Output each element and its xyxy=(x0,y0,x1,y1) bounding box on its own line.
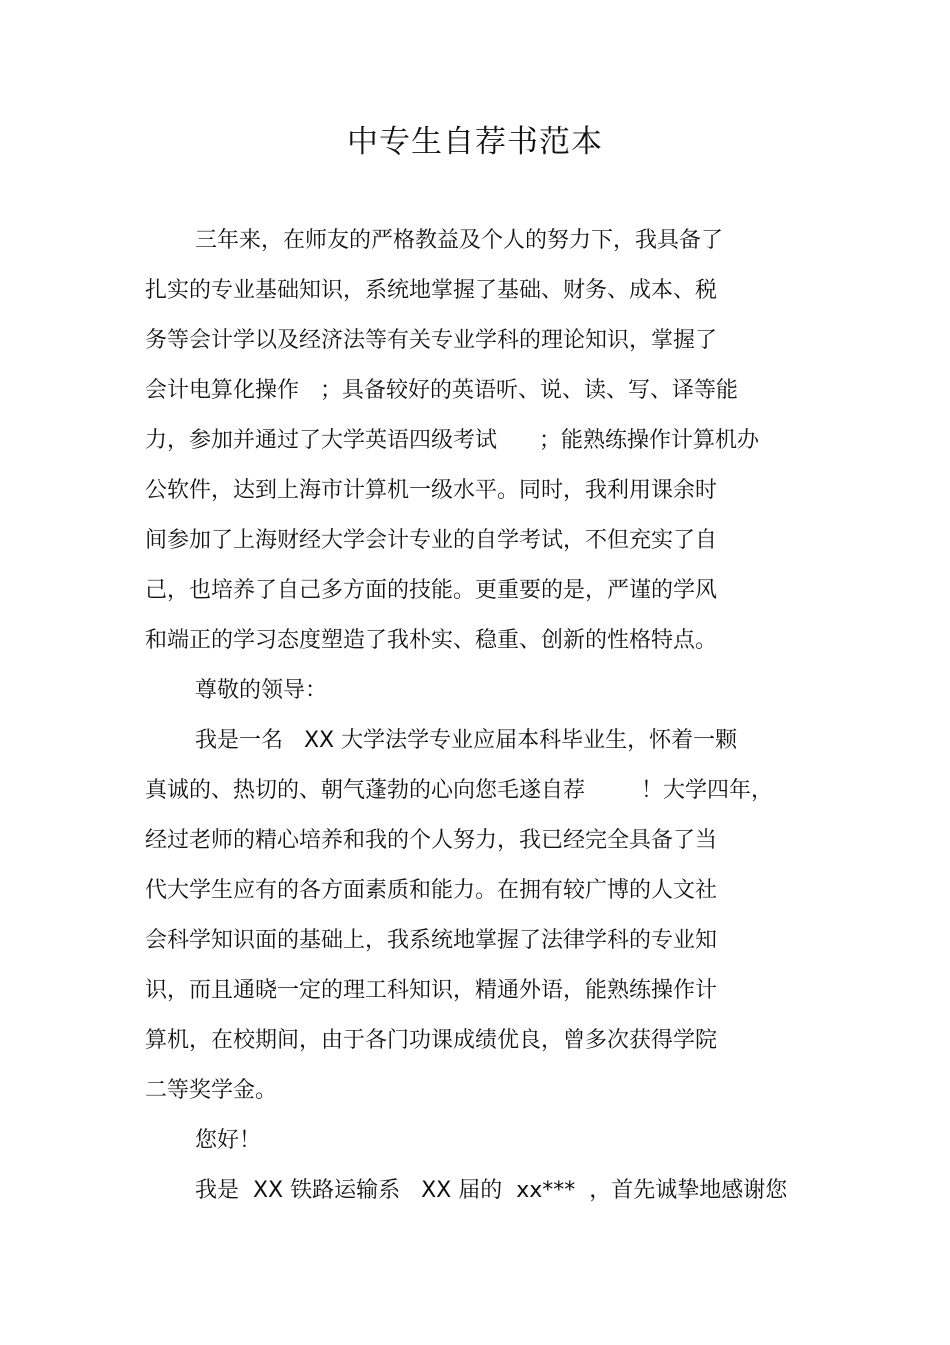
paragraph-line: 代大学生应有的各方面素质和能力。在拥有较广博的人文社 xyxy=(145,878,718,903)
paragraph-line: 力，参加并通过了大学英语四级考试 ；能熟练操作计算机办 xyxy=(145,428,759,453)
salutation-line: 尊敬的领导： xyxy=(195,678,328,703)
paragraph-line: 二等奖学金。 xyxy=(145,1078,278,1103)
paragraph-line: 扎实的专业基础知识，系统地掌握了基础、财务、成本、税 xyxy=(145,278,718,303)
paragraph-line: 公软件，达到上海市计算机一级水平。同时，我利用课余时 xyxy=(145,478,718,503)
paragraph-line: 真诚的、热切的、朝气蓬勃的心向您毛遂自荐 ！大学四年， xyxy=(145,778,773,803)
paragraph-line: 间参加了上海财经大学会计专业的自学考试，不但充实了自 xyxy=(145,528,718,553)
document-body xyxy=(145,224,825,1224)
document-title: 中专生自荐书范本 xyxy=(347,124,603,160)
paragraph-line: 和端正的学习态度塑造了我朴实、稳重、创新的性格特点。 xyxy=(145,628,718,653)
paragraph-line: 我是 XX 铁路运输系 XX 届的 xx*** ，首先诚挚地感谢您 xyxy=(195,1178,788,1203)
greeting-line: 您好！ xyxy=(195,1128,262,1153)
paragraph-line: 己，也培养了自己多方面的技能。更重要的是，严谨的学风 xyxy=(145,578,718,603)
paragraph-line: 算机，在校期间，由于各门功课成绩优良，曾多次获得学院 xyxy=(145,1028,718,1053)
paragraph-line: 会科学知识面的基础上，我系统地掌握了法律学科的专业知 xyxy=(145,928,718,953)
paragraph-line: 经过老师的精心培养和我的个人努力，我已经完全具备了当 xyxy=(145,828,718,853)
paragraph-line: 识，而且通晓一定的理工科知识，精通外语，能熟练操作计 xyxy=(145,978,718,1003)
paragraph-line: 会计电算化操作 ；具备较好的英语听、说、读、写、译等能 xyxy=(145,378,738,403)
paragraph-line: 三年来，在师友的严格教益及个人的努力下，我具备了 xyxy=(195,228,724,253)
paragraph-line: 我是一名 XX 大学法学专业应届本科毕业生，怀着一颗 xyxy=(195,728,738,753)
paragraph-line: 务等会计学以及经济法等有关专业学科的理论知识，掌握了 xyxy=(145,328,718,353)
